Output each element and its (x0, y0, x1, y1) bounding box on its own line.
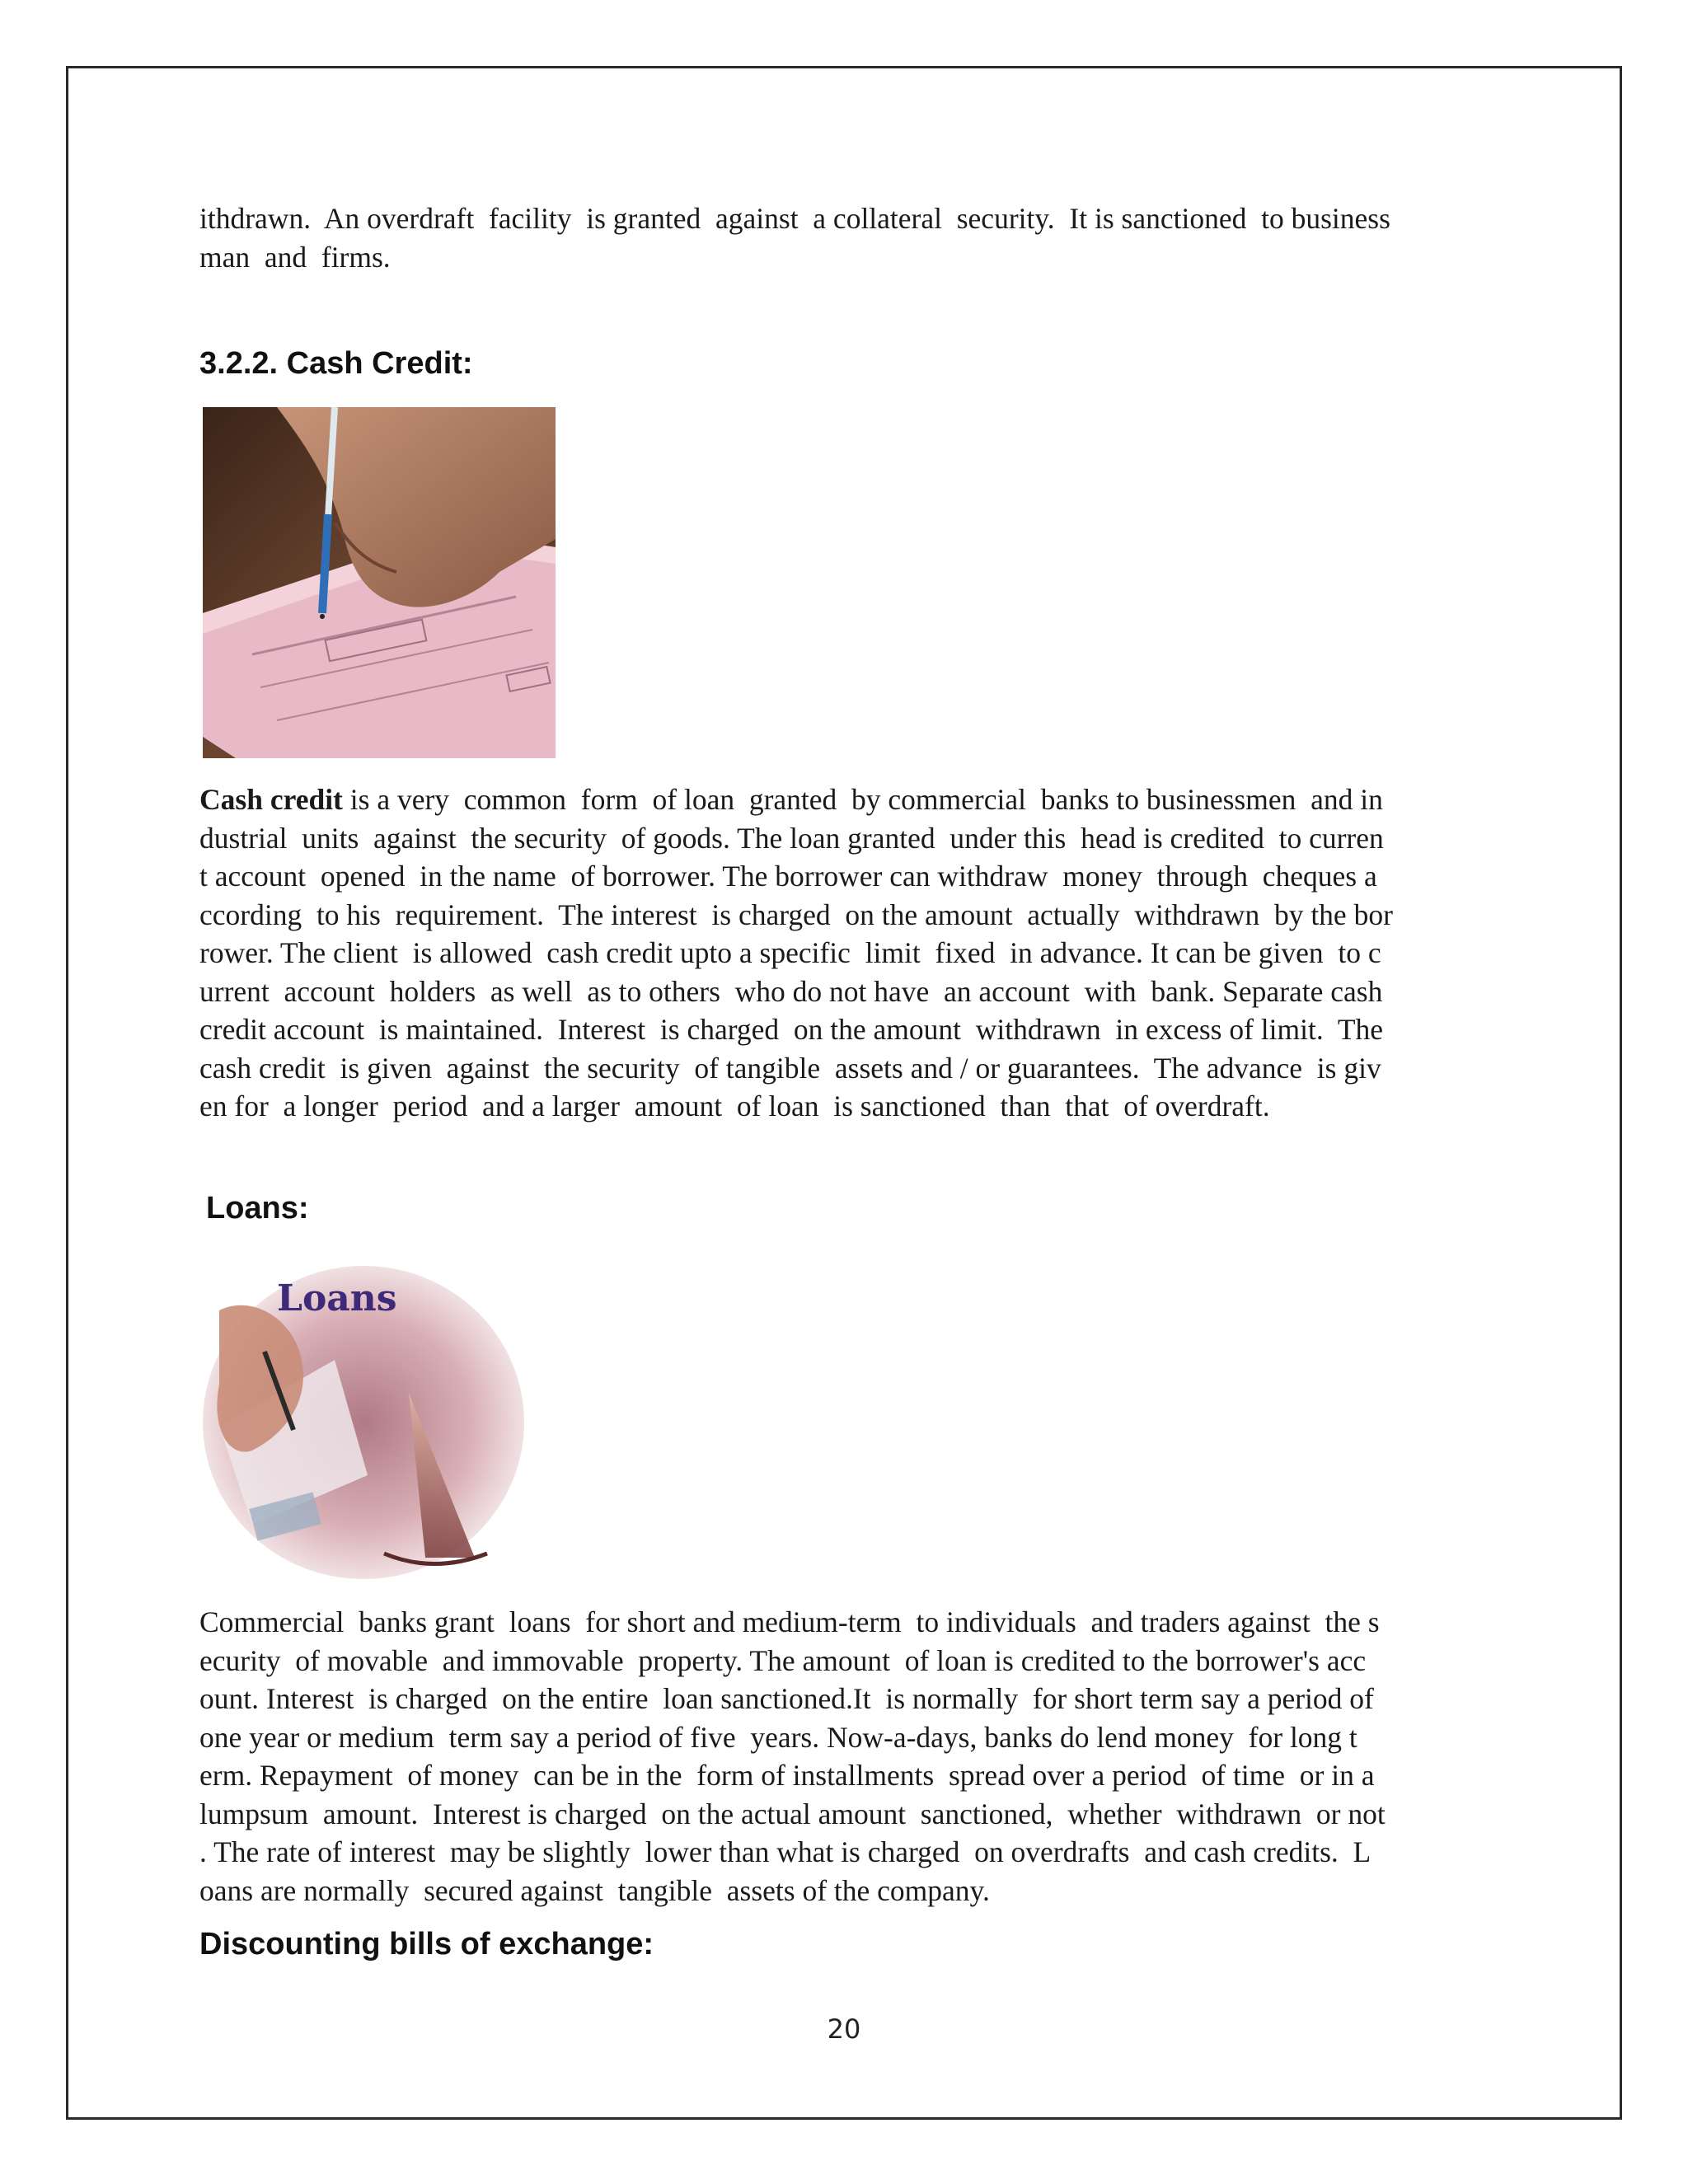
paragraph-line: rower. The client is allowed cash credit upto a specific limit fixed in advance. It can be given to c (199, 936, 1381, 969)
paragraph-line: en for a longer period and a larger amount of loan is sanctioned than that of overdraft. (199, 1090, 1270, 1122)
cash-credit-paragraph (199, 780, 1493, 1126)
overdraft-paragraph (199, 199, 1493, 276)
paragraph-line: ccording to his requirement. The interest is charged on the amount actually withdrawn by the bor (199, 898, 1393, 931)
loans-paragraph (199, 1603, 1493, 1910)
paragraph-line: t account opened in the name of borrower. The borrower can withdraw money through cheques a (199, 860, 1377, 893)
paragraph-line: man and firms. (199, 240, 391, 274)
cash-credit-heading: 3.2.2. Cash Credit: (199, 346, 473, 381)
paragraph-line: dustrial units against the security of goods. The loan granted under this head is credited to curren (199, 821, 1384, 855)
paragraph-line: . The rate of interest may be slightly lower than what is charged on overdrafts and cash credits. L (199, 1835, 1372, 1868)
cheque-writing-image (203, 407, 556, 758)
cash-credit-term: Cash credit (199, 783, 343, 816)
paragraph-line: lumpsum amount. Interest is charged on the actual amount sanctioned, whether withdrawn or not (199, 1797, 1386, 1830)
paragraph-line: oans are normally secured against tangible assets of the company. (199, 1873, 990, 1907)
page-number: 20 (827, 2013, 861, 2045)
loans-image (203, 1261, 528, 1584)
paragraph-line: cash credit is given against the security of tangible assets and / or guarantees. The advance is giv (199, 1051, 1381, 1085)
paragraph-line: urrent account holders as well as to others who do not have an account with bank. Separate cash (199, 974, 1383, 1008)
discounting-heading: Discounting bills of exchange: (199, 1927, 654, 1961)
paragraph-line: one year or medium term say a period of five years. Now-a-days, banks do lend money for long t (199, 1720, 1357, 1754)
paragraph-line: ecurity of movable and immovable property. The amount of loan is credited to the borrower's acc (199, 1643, 1367, 1677)
paragraph-line: erm. Repayment of money can be in the form of installments spread over a period of time or in a (199, 1759, 1375, 1792)
paragraph-line: credit account is maintained. Interest is charged on the amount withdrawn in excess of limit. The (199, 1013, 1384, 1046)
first-line-text: is a very common form of loan granted by commercial banks to businessmen and in (342, 783, 1383, 816)
loans-heading: Loans: (206, 1191, 309, 1226)
paragraph-line (199, 780, 1493, 819)
loans-illustration (203, 1261, 528, 1584)
paragraph-line: ithdrawn. An overdraft facility is granted against a collateral security. It is sanctioned to business (199, 202, 1390, 235)
loans-image-title: Loans (277, 1277, 397, 1319)
paragraph-line: Commercial banks grant loans for short and medium-term to individuals and traders against the s (199, 1605, 1380, 1638)
cheque-illustration (203, 407, 556, 758)
paragraph-line: ount. Interest is charged on the entire loan sanctioned.It is normally for short term say a period of (199, 1682, 1374, 1715)
